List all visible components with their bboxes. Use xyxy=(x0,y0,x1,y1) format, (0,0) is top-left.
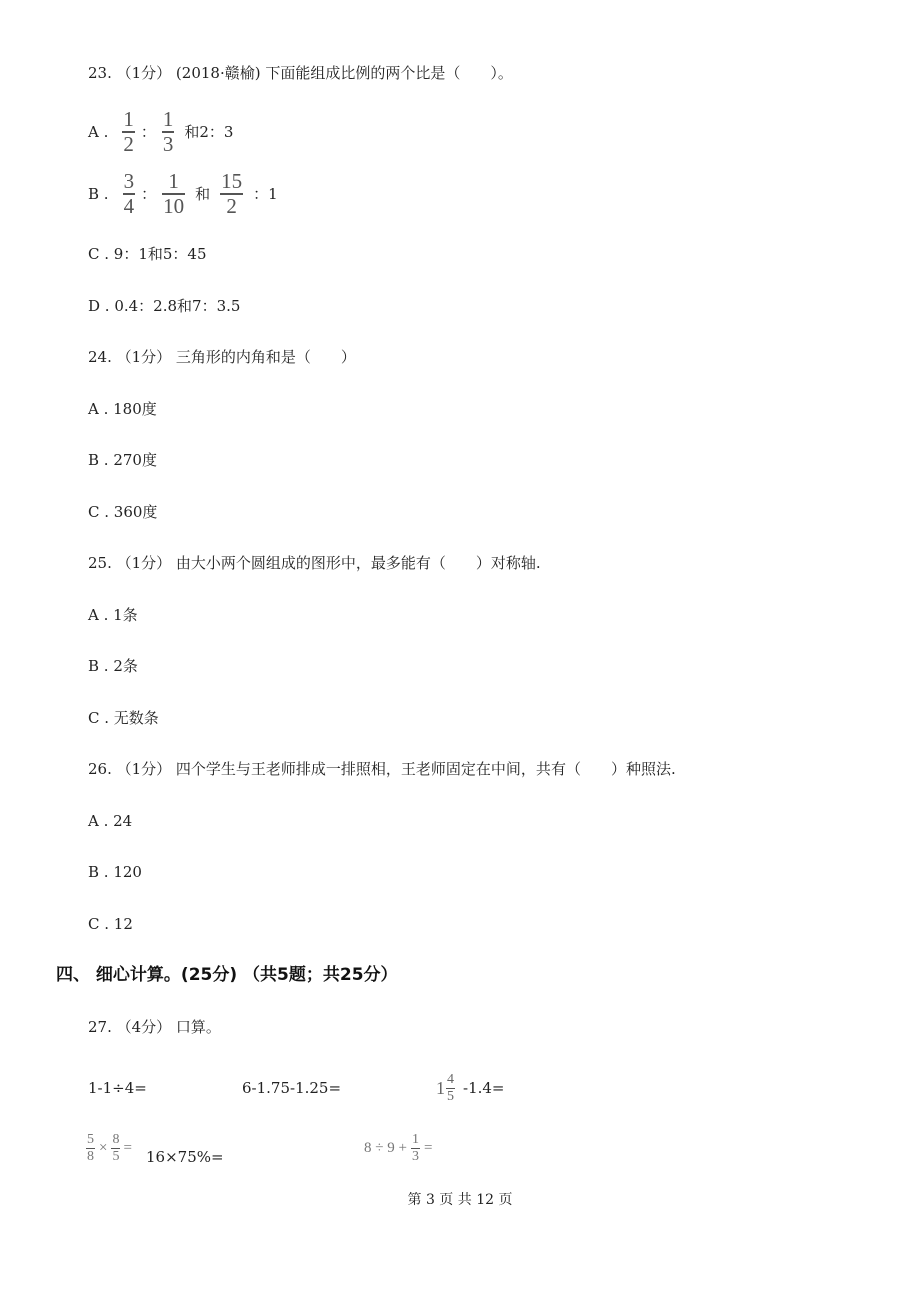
option-text: 和 xyxy=(195,185,211,203)
calc-expression: 8 ÷ 9 + $\frac{1}{3}$ = xyxy=(364,1131,433,1164)
page-footer: 第 3 页 共 12 页 xyxy=(407,1192,513,1208)
calc-expression: 6-1.75-1.25= xyxy=(242,1079,342,1097)
question-25-stem: 25. （1分） 由大小两个圆组成的图形中，最多能有（ ）对称轴. xyxy=(88,554,541,572)
question-26-option-a[interactable]: A . 24 xyxy=(88,812,133,830)
question-25-option-c[interactable]: C . 无数条 xyxy=(88,709,159,727)
fraction: $\frac{15}{2}$ xyxy=(221,169,243,218)
fraction: $\frac{5}{8}$ xyxy=(87,1131,94,1164)
calc-expression: 1-1÷4= xyxy=(88,1079,147,1097)
question-26-stem: 26. （1分） 四个学生与王老师排成一排照相，王老师固定在中间，共有（ ）种照法. xyxy=(88,760,676,778)
section-heading: 四、 细心计算。(25分) （共5题；共25分） xyxy=(56,965,398,985)
question-23-option-a[interactable] xyxy=(88,107,234,156)
mixed-number: 1 $\frac{4}{5}$ xyxy=(436,1071,454,1104)
ratio-colon: ： xyxy=(140,123,156,141)
option-text: 和2：3 xyxy=(184,123,234,141)
question-27-stem: 27. （4分） 口算。 xyxy=(88,1018,221,1036)
question-23-option-c[interactable]: C . 9：1和5：45 xyxy=(88,245,207,263)
fraction: $\frac{1}{3}$ xyxy=(411,1131,419,1164)
calc-expression: 1 $\frac{4}{5}$ -1.4= xyxy=(436,1071,505,1104)
question-23-option-b[interactable] xyxy=(88,169,278,218)
question-24-stem: 24. （1分） 三角形的内角和是（ ） xyxy=(88,348,356,366)
calc-expression: 16×75%= xyxy=(146,1148,224,1166)
fraction: $\frac{3}{4}$ xyxy=(123,169,135,218)
question-26-option-c[interactable]: C . 12 xyxy=(88,915,133,933)
question-23-option-d[interactable]: D . 0.4：2.8和7：3.5 xyxy=(88,297,241,315)
question-23-stem: 23. （1分） (2018·赣榆) 下面能组成比例的两个比是（ ）。 xyxy=(88,64,513,82)
option-label: B . xyxy=(88,185,109,203)
option-label: A . xyxy=(88,123,109,141)
question-24-option-a[interactable]: A . 180度 xyxy=(88,400,157,418)
fraction: $\frac{8}{5}$ xyxy=(112,1131,120,1164)
fraction: $\frac{1}{3}$ xyxy=(162,107,174,156)
question-26-option-b[interactable]: B . 120 xyxy=(88,863,142,881)
question-24-option-b[interactable]: B . 270度 xyxy=(88,451,157,469)
option-text: ：1 xyxy=(253,185,278,203)
calc-expression: $\frac{5}{8}$ × $\frac{8}{5}$ = xyxy=(87,1131,132,1164)
fraction: $\frac{1}{2}$ xyxy=(123,107,134,156)
ratio-colon: ： xyxy=(141,185,157,203)
question-25-option-a[interactable]: A . 1条 xyxy=(88,606,138,624)
question-25-option-b[interactable]: B . 2条 xyxy=(88,657,138,675)
fraction: $\frac{1}{10}$ xyxy=(163,169,185,218)
question-24-option-c[interactable]: C . 360度 xyxy=(88,503,158,521)
